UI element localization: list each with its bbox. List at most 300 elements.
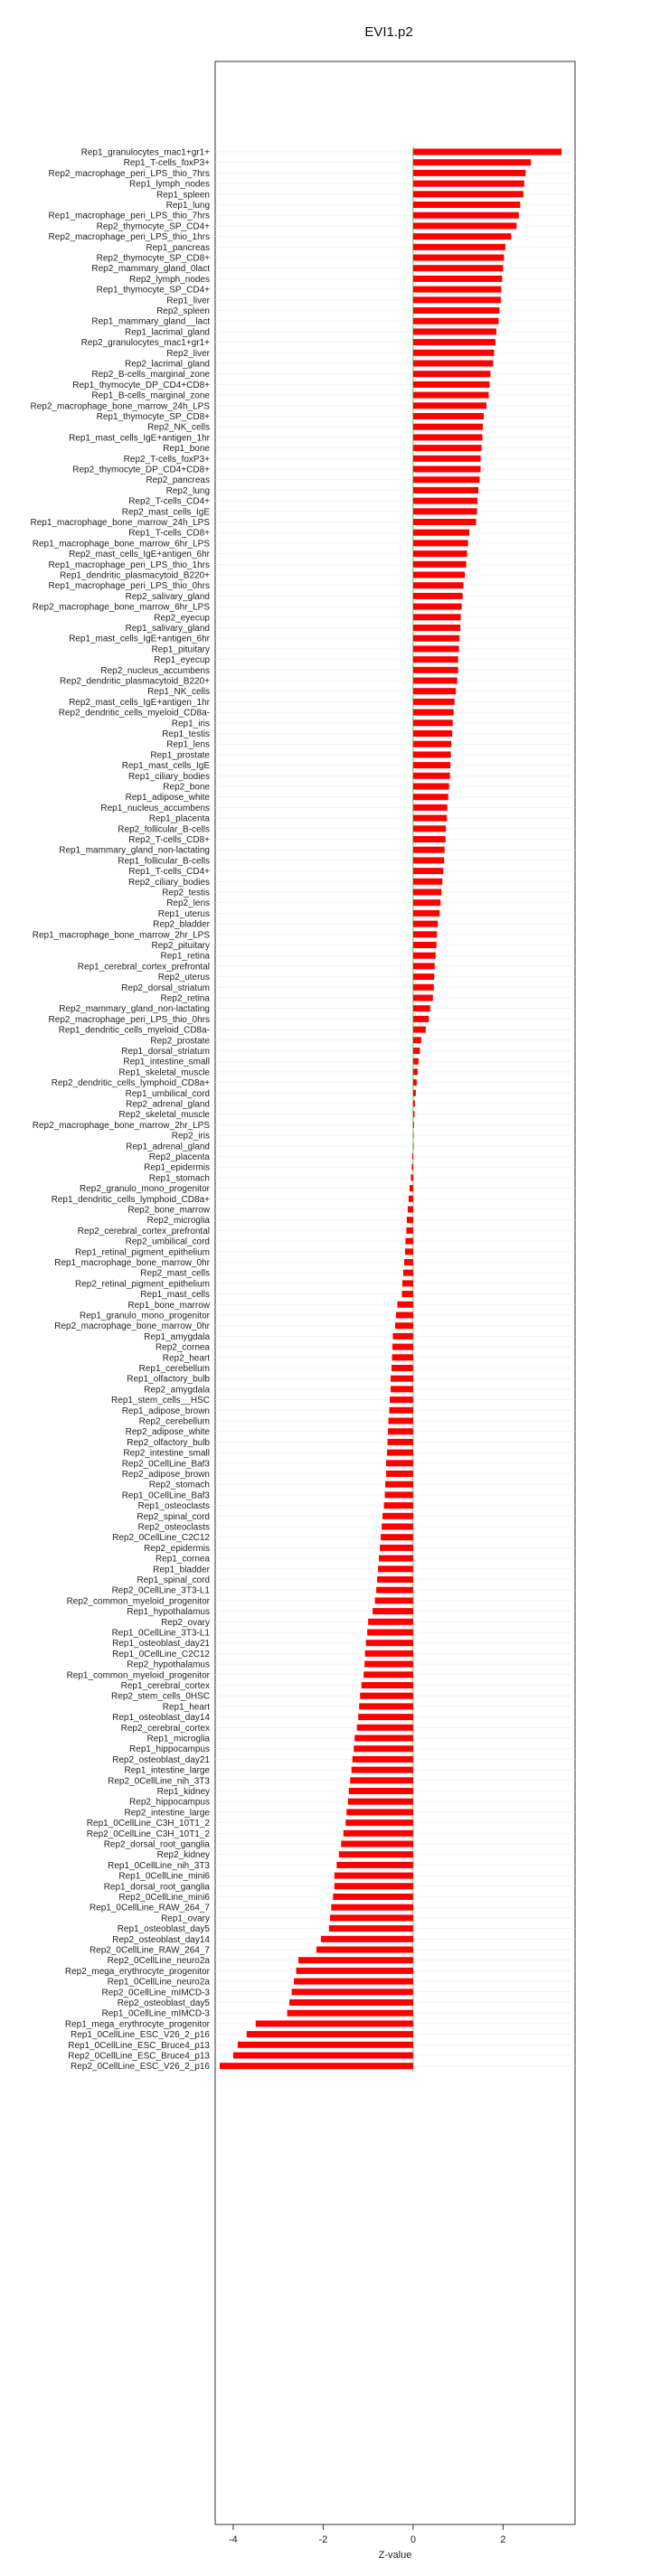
category-label: Rep1_intestine_small — [123, 1057, 210, 1067]
bar — [413, 476, 480, 483]
category-label: Rep1_mega_erythrocyte_progenitor — [64, 2019, 210, 2030]
bar — [413, 645, 459, 652]
bar — [335, 1873, 413, 1879]
category-label: Rep1_lacrimal_gland — [125, 327, 210, 338]
bar — [379, 1556, 413, 1562]
category-label: Rep2_uterus — [157, 973, 210, 983]
bar — [339, 1851, 413, 1857]
category-label: Rep1_macrophage_peri_LPS_thio_1hrs — [48, 559, 210, 570]
bar — [410, 1185, 413, 1191]
category-label: Rep2_granulo_mono_progenitor — [80, 1184, 210, 1195]
category-label: Rep1_macrophage_bone_marrow_24h_LPS — [30, 518, 210, 528]
category-label: Rep1_osteoblast_day21 — [112, 1639, 210, 1650]
category-labels — [31, 148, 211, 2073]
bar — [378, 1565, 413, 1572]
x-tick-label: 2 — [500, 2534, 506, 2545]
category-label: Rep2_B-cells_marginal_zone — [91, 370, 210, 381]
bar — [410, 1174, 412, 1180]
bar — [406, 1227, 412, 1234]
category-label: Rep1_bladder — [153, 1565, 210, 1575]
category-label: Rep1_follicular_B-cells — [118, 856, 210, 867]
bar — [413, 487, 478, 494]
bar — [346, 1809, 413, 1815]
category-label: Rep1_mammary_gland_non-lactating — [59, 845, 210, 856]
category-label: Rep2_thymocyte_DP_CD4+CD8+ — [72, 465, 210, 475]
bar — [413, 773, 450, 779]
category-label: Rep2_stomach — [148, 1480, 210, 1490]
category-label: Rep1_mast_cells_IgE+antigen_1hr — [69, 433, 210, 444]
category-label: Rep2_0CellLine_neuro2a — [107, 1956, 210, 1967]
bar — [413, 413, 484, 419]
bar — [413, 857, 444, 863]
bar — [367, 1630, 413, 1636]
category-label: Rep1_testis — [162, 729, 210, 739]
bar — [413, 307, 500, 314]
category-label: Rep1_kidney — [156, 1787, 210, 1797]
category-label: Rep2_dendritic_plasmacytoid_B220+ — [60, 676, 210, 687]
bar — [409, 1196, 413, 1202]
bar — [375, 1597, 413, 1603]
x-tick-label: -2 — [318, 2534, 328, 2545]
bar — [413, 1048, 420, 1054]
bar — [413, 667, 458, 673]
category-label: Rep2_macrophage_bone_marrow_6hr_LPS — [32, 602, 210, 613]
category-label: Rep1_granulo_mono_progenitor — [80, 1311, 210, 1321]
bar — [413, 202, 520, 208]
bar — [413, 1058, 419, 1065]
bar — [413, 710, 454, 716]
category-label: Rep1_lung — [165, 201, 210, 211]
category-label: Rep2_hippocampus — [129, 1797, 210, 1808]
bar — [413, 794, 448, 800]
category-label: Rep2_adipose_white — [125, 1427, 210, 1438]
category-label: Rep2_0CellLine_3T3-L1 — [111, 1585, 210, 1596]
x-tick-label: 0 — [410, 2534, 416, 2545]
bar — [397, 1302, 412, 1308]
category-label: Rep1_macrophage_peri_LPS_thio_7hrs — [48, 211, 210, 221]
category-label: Rep2_skeletal_muscle — [118, 1110, 210, 1121]
bar — [386, 1460, 413, 1466]
bar — [316, 1947, 413, 1953]
bar — [387, 1450, 413, 1456]
bar — [391, 1386, 413, 1392]
category-label: Rep2_salivary_gland — [125, 591, 210, 602]
bar — [413, 371, 491, 377]
bar — [413, 392, 489, 399]
category-label: Rep2_macrophage_peri_LPS_thio_7hrs — [48, 168, 210, 179]
bar — [413, 635, 459, 642]
category-label: Rep2_macrophage_bone_marrow_24h_LPS — [30, 401, 210, 412]
category-label: Rep2_intestine_large — [124, 1808, 210, 1819]
bar — [364, 1661, 413, 1668]
category-label: Rep1_0CellLine_mini6 — [118, 1871, 210, 1882]
bar — [413, 656, 458, 663]
category-label: Rep2_osteoblast_day14 — [112, 1934, 210, 1945]
bar — [413, 719, 453, 726]
bar — [380, 1545, 413, 1551]
bar — [352, 1767, 413, 1773]
category-label: Rep1_0CellLine_RAW_264_7 — [89, 1903, 210, 1913]
category-label: Rep2_adrenal_gland — [126, 1099, 210, 1110]
bar — [413, 942, 437, 948]
category-label: Rep2_umbilical_cord — [125, 1236, 210, 1247]
category-label: Rep2_dorsal_striatum — [121, 982, 210, 993]
bar — [363, 1671, 413, 1678]
bar — [413, 973, 434, 980]
bar — [335, 1883, 413, 1889]
bar — [384, 1502, 413, 1509]
bar — [390, 1407, 413, 1414]
bar — [413, 868, 443, 874]
bar — [330, 1914, 413, 1921]
bar — [359, 1703, 413, 1709]
bar — [413, 350, 495, 356]
bar — [413, 1101, 415, 1107]
category-label: Rep2_eyecup — [154, 613, 210, 624]
bar — [365, 1650, 413, 1657]
bar — [413, 1122, 414, 1128]
bar — [407, 1217, 413, 1223]
chart-title: EVI1.p2 — [364, 24, 413, 40]
bar — [385, 1491, 413, 1498]
bar — [408, 1207, 413, 1213]
category-label: Rep1_ciliary_bodies — [127, 771, 210, 782]
bar — [413, 1068, 418, 1075]
bar — [405, 1248, 413, 1255]
bar — [413, 582, 464, 588]
category-label: Rep1_hypothalamus — [127, 1607, 210, 1618]
category-label: Rep2_osteoblast_day5 — [117, 1998, 210, 2008]
category-label: Rep2_cerebellum — [138, 1416, 210, 1427]
bar — [393, 1333, 413, 1340]
category-label: Rep2_bone_marrow — [127, 1205, 210, 1216]
category-label: Rep1_retinal_pigment_epithelium — [75, 1247, 210, 1258]
category-label: Rep1_0CellLine_neuro2a — [107, 1977, 210, 1988]
category-label: Rep2_granulocytes_mac1+gr1+ — [80, 338, 210, 349]
category-label: Rep2_pituitary — [151, 941, 210, 951]
category-label: Rep2_hypothalamus — [127, 1659, 210, 1670]
bar — [413, 825, 446, 832]
bar — [395, 1322, 413, 1329]
category-label: Rep1_lens — [166, 739, 210, 750]
category-label: Rep1_adipose_white — [125, 793, 210, 804]
bar — [256, 2020, 413, 2026]
bar — [413, 804, 448, 811]
category-label: Rep2_microglia — [146, 1216, 210, 1227]
category-label: Rep2_spinal_cord — [137, 1511, 210, 1522]
bar — [413, 540, 468, 546]
bar — [366, 1640, 413, 1646]
bar — [294, 1979, 413, 1985]
category-label: Rep2_follicular_B-cells — [118, 824, 210, 835]
bar — [392, 1365, 413, 1371]
category-label: Rep1_cerebellum — [138, 1364, 210, 1374]
category-label: Rep2_heart — [162, 1353, 210, 1364]
bar — [362, 1682, 413, 1688]
bar — [413, 255, 504, 261]
bar — [413, 604, 462, 610]
category-label: Rep1_macrophage_bone_marrow_2hr_LPS — [32, 930, 210, 941]
bar — [247, 2031, 413, 2037]
category-label: Rep1_mast_cells_IgE+antigen_6hr — [69, 634, 210, 644]
category-label: Rep1_0CellLine_3T3-L1 — [111, 1628, 210, 1639]
category-label: Rep2_thymocyte_SP_CD4+ — [96, 221, 210, 232]
category-label: Rep2_cerebral_cortex — [120, 1723, 210, 1734]
bar — [413, 498, 477, 504]
bar — [413, 466, 481, 473]
category-label: Rep1_0CellLine_mIMCD-3 — [101, 2008, 210, 2019]
category-label: Rep1_prostate — [150, 750, 210, 761]
bar — [411, 1164, 412, 1170]
category-label: Rep2_macrophage_peri_LPS_thio_0hrs — [48, 1014, 210, 1025]
category-label: Rep1_ovary — [161, 1913, 210, 1924]
category-label: Rep1_0CellLine_C3H_10T1_2 — [86, 1819, 210, 1829]
bar — [220, 2063, 413, 2069]
category-label: Rep1_skeletal_muscle — [118, 1067, 210, 1078]
bar — [413, 276, 503, 282]
category-label: Rep1_osteoblast_day14 — [112, 1713, 210, 1724]
bar — [413, 815, 447, 822]
category-label: Rep2_0CellLine_ESC_V26_2_p16 — [70, 2062, 210, 2073]
category-label: Rep1_iris — [171, 719, 210, 729]
bar — [413, 910, 439, 917]
category-label: Rep2_T-cells_foxP3+ — [123, 454, 210, 465]
bar — [413, 836, 446, 842]
category-label: Rep2_thymocyte_SP_CD8+ — [96, 253, 210, 264]
bar — [344, 1830, 413, 1837]
bar — [388, 1428, 413, 1434]
x-axis-ticks — [229, 2524, 505, 2545]
category-label: Rep1_common_myeloid_progenitor — [66, 1670, 210, 1681]
category-label: Rep2_mammary_gland_non-lactating — [59, 1004, 210, 1015]
category-label: Rep2_epidermis — [144, 1543, 210, 1554]
bar — [413, 762, 450, 768]
bar — [413, 424, 483, 430]
category-label: Rep2_osteoblast_day21 — [112, 1754, 210, 1765]
category-label: Rep2_dorsal_root_ganglia — [103, 1839, 210, 1850]
category-label: Rep1_B-cells_marginal_zone — [91, 390, 210, 401]
bar — [413, 931, 437, 937]
category-label: Rep1_cerebral_cortex_prefrontal — [77, 962, 210, 973]
category-label: Rep2_testis — [162, 888, 210, 898]
category-label: Rep1_dendritic_cells_lymphoid_CD8a+ — [51, 1194, 210, 1205]
category-label: Rep1_epidermis — [144, 1162, 210, 1173]
bar — [413, 550, 467, 557]
category-label: Rep1_mast_cells — [140, 1290, 210, 1301]
category-label: Rep2_ciliary_bodies — [127, 877, 210, 888]
category-label: Rep1_macrophage_bone_marrow_0hr — [54, 1258, 210, 1268]
category-label: Rep1_adrenal_gland — [126, 1142, 210, 1152]
bar — [404, 1259, 413, 1265]
category-label: Rep1_macrophage_bone_marrow_6hr_LPS — [32, 539, 210, 550]
category-label: Rep1_thymocyte_DP_CD4+CD8+ — [72, 380, 210, 390]
category-label: Rep1_nucleus_accumbens — [100, 803, 210, 813]
bar — [413, 339, 495, 345]
category-label: Rep1_T-cells_CD4+ — [128, 867, 210, 878]
bar — [329, 1925, 413, 1932]
bar — [288, 2010, 413, 2017]
bar — [348, 1799, 413, 1805]
bar — [392, 1344, 413, 1350]
category-label: Rep2_ovary — [161, 1617, 210, 1628]
bar — [413, 318, 499, 324]
category-label: Rep2_dendritic_cells_myeloid_CD8a- — [58, 708, 210, 719]
category-label: Rep2_common_myeloid_progenitor — [66, 1596, 210, 1607]
bar — [403, 1270, 413, 1276]
category-label: Rep1_bone_marrow — [127, 1300, 210, 1311]
bar — [413, 519, 476, 525]
category-label: Rep2_0CellLine_mIMCD-3 — [101, 1988, 210, 1998]
bar — [413, 614, 461, 620]
bar — [413, 593, 463, 599]
bar — [413, 212, 519, 219]
category-label: Rep2_T-cells_CD8+ — [128, 835, 210, 845]
bar — [413, 741, 451, 747]
category-label: Rep2_amygdala — [144, 1385, 210, 1396]
bar — [353, 1756, 413, 1763]
category-label: Rep1_lymph_nodes — [129, 179, 210, 190]
category-label: Rep2_0CellLine_C2C12 — [112, 1533, 210, 1544]
category-label: Rep1_dorsal_root_ganglia — [103, 1882, 210, 1893]
category-label: Rep2_prostate — [150, 1036, 210, 1047]
bar — [413, 899, 440, 906]
category-label: Rep1_macrophage_peri_LPS_thio_0hrs — [48, 581, 210, 592]
bar — [413, 1005, 430, 1011]
category-label: Rep2_mast_cells — [140, 1268, 210, 1279]
bar — [413, 159, 531, 165]
bar — [345, 1819, 413, 1826]
category-label: Rep1_hippocampus — [129, 1744, 210, 1755]
category-label: Rep1_0CellLine_nih_3T3 — [108, 1860, 210, 1871]
category-label: Rep1_stem_cells__HSC — [111, 1396, 210, 1406]
category-label: Rep1_0CellLine_ESC_V26_2_p16 — [70, 2030, 210, 2041]
bar — [413, 889, 441, 896]
category-label: Rep2_nucleus_accumbens — [100, 665, 210, 676]
category-label: Rep1_placenta — [148, 813, 210, 824]
category-label: Rep1_osteoclasts — [137, 1501, 210, 1512]
category-label: Rep1_uterus — [157, 908, 210, 919]
bar — [360, 1693, 413, 1699]
bar — [382, 1513, 413, 1519]
category-label: Rep2_0CellLine_C3H_10T1_2 — [86, 1829, 210, 1839]
bar — [386, 1471, 413, 1477]
bar — [292, 1988, 413, 1995]
category-label: Rep1_intestine_large — [124, 1765, 210, 1776]
bar — [381, 1534, 413, 1540]
category-label: Rep2_mast_cells_IgE — [121, 507, 210, 518]
bar — [391, 1376, 413, 1382]
plot-area — [215, 61, 575, 2524]
category-label: Rep1_thymocyte_SP_CD4+ — [96, 285, 210, 296]
category-label: Rep1_pancreas — [146, 242, 210, 253]
bar — [413, 456, 481, 462]
category-label: Rep1_microglia — [146, 1734, 210, 1744]
category-label: Rep2_intestine_small — [123, 1448, 210, 1459]
bar — [388, 1439, 413, 1445]
category-label: Rep2_mammary_gland_0lact — [91, 264, 210, 275]
bar — [354, 1745, 413, 1752]
bar — [385, 1481, 413, 1488]
category-label: Rep2_adipose_brown — [121, 1470, 210, 1480]
category-label: Rep1_0CellLine_ESC_Bruce4_p13 — [68, 2040, 210, 2051]
bar — [413, 678, 458, 684]
category-label: Rep1_thymocyte_SP_CD8+ — [96, 412, 210, 422]
bar — [233, 2053, 413, 2059]
bar — [413, 847, 445, 853]
bar — [354, 1735, 413, 1742]
category-label: Rep1_NK_cells — [147, 687, 210, 698]
category-label: Rep2_dendritic_cells_lymphoid_CD8a+ — [51, 1078, 210, 1089]
bar — [413, 508, 477, 514]
category-label: Rep1_T-cells_foxP3+ — [123, 158, 210, 169]
category-label: Rep1_umbilical_cord — [125, 1088, 210, 1099]
category-label: Rep2_bladder — [153, 919, 210, 930]
bar — [413, 191, 524, 197]
bar — [413, 984, 434, 991]
bar — [349, 1788, 413, 1794]
category-label: Rep2_0CellLine_RAW_264_7 — [89, 1945, 210, 1956]
bar — [333, 1894, 413, 1900]
bar — [413, 561, 467, 568]
bar — [413, 625, 460, 631]
category-label: Rep2_lacrimal_gland — [125, 359, 210, 370]
bar — [413, 434, 483, 440]
category-label: Rep1_salivary_gland — [125, 624, 210, 634]
category-label: Rep2_liver — [166, 348, 210, 359]
bar — [413, 1079, 417, 1086]
bar — [413, 751, 451, 757]
bar — [377, 1576, 413, 1583]
bar — [413, 445, 482, 451]
category-label: Rep2_cerebral_cortex_prefrontal — [77, 1226, 210, 1236]
bar — [321, 1936, 413, 1942]
bar — [413, 572, 465, 578]
bar — [413, 222, 516, 229]
category-label: Rep1_amygdala — [144, 1331, 210, 1342]
bar — [413, 1133, 414, 1139]
bar — [413, 361, 494, 367]
category-label: Rep1_pituitary — [151, 644, 210, 655]
bar — [238, 2042, 413, 2048]
category-label: Rep2_macrophage_bone_marrow_2hr_LPS — [32, 1120, 210, 1131]
category-label: Rep2_kidney — [156, 1850, 210, 1861]
bar — [413, 328, 496, 334]
bar — [413, 1111, 414, 1117]
category-label: Rep2_lens — [166, 898, 210, 909]
category-label: Rep1_adipose_brown — [121, 1406, 210, 1416]
category-label: Rep1_retina — [160, 951, 210, 962]
category-label: Rep2_retinal_pigment_epithelium — [75, 1279, 210, 1290]
category-label: Rep2_spleen — [156, 306, 210, 316]
category-label: Rep1_heart — [162, 1702, 210, 1713]
category-label: Rep1_dorsal_striatum — [121, 1047, 210, 1057]
bar — [336, 1862, 413, 1868]
category-label: Rep2_osteoclasts — [137, 1522, 210, 1533]
category-label: Rep2_iris — [171, 1131, 210, 1142]
category-label: Rep1_spleen — [156, 190, 210, 201]
bar — [297, 1968, 413, 1974]
category-label: Rep1_spinal_cord — [137, 1575, 210, 1585]
bar — [396, 1312, 413, 1319]
category-label: Rep2_macrophage_bone_marrow_0hr — [54, 1321, 210, 1332]
bar — [392, 1354, 413, 1360]
category-label: Rep2_retina — [160, 993, 210, 1004]
bar — [412, 1153, 413, 1160]
category-label: Rep2_NK_cells — [147, 422, 210, 433]
bar — [298, 1957, 413, 1963]
bar — [413, 1090, 416, 1096]
category-label: Rep2_macrophage_peri_LPS_thio_1hrs — [48, 232, 210, 243]
